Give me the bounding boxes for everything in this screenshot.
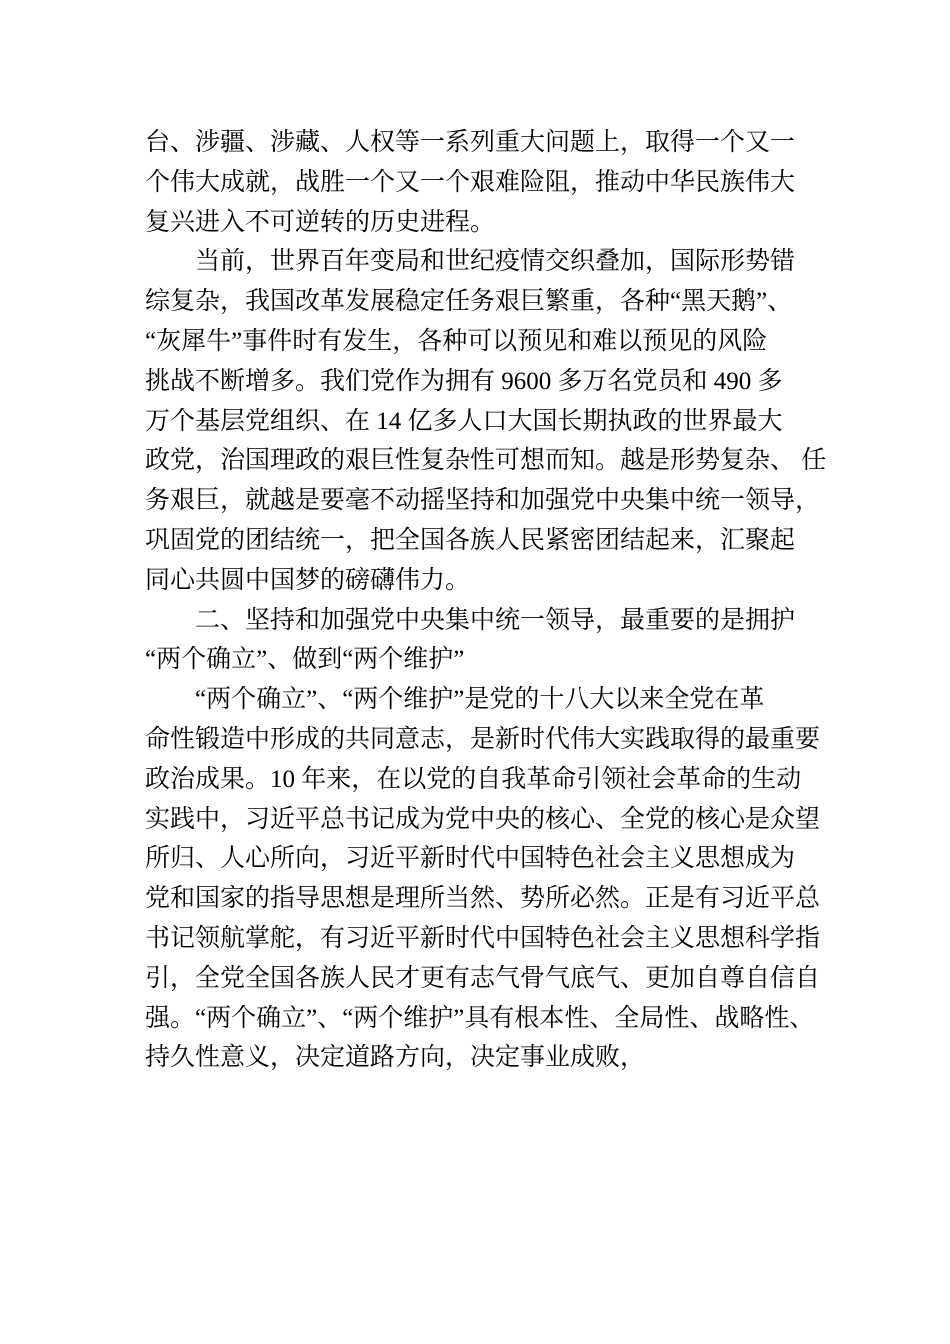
text-line: 复兴进入不可逆转的历史进程。 xyxy=(145,208,496,236)
text-line: 台、涉疆、涉藏、人权等一系列重大问题上，取得一个又一 xyxy=(145,129,796,156)
text-line: 同心共圆中国梦的磅礴伟力。 xyxy=(145,566,471,594)
text-line: 巩固党的团结统一，把全国各族人民紧密团结起来，汇聚起 xyxy=(145,527,796,554)
text-line: “两个确立”、做到“两个维护” xyxy=(145,646,465,674)
text-line: 挑战不断增多。我们党作为拥有 9600 多万名党员和 490 多 xyxy=(145,367,783,395)
text-line: 政治成果。10 年来，在以党的自我革命引领社会革命的生动 xyxy=(145,765,802,793)
text-line: 实践中，习近平总书记成为党中央的核心、全党的核心是众望 xyxy=(145,805,821,833)
paragraph-first-line: 当前，世界百年变局和世纪疫情交织叠加，国际形势错 xyxy=(195,248,796,276)
text-line: 持久性意义，决定道路方向，决定事业成败， xyxy=(145,1044,646,1072)
text-line: 务艰巨，就越是要毫不动摇坚持和加强党中央集中统一领导， xyxy=(145,487,821,515)
text-line: 引，全党全国各族人民才更有志气骨气底气、更加自尊自信自 xyxy=(145,964,821,992)
text-line: 政党，治国理政的艰巨性复杂性可想而知。越是形势复杂、 任 xyxy=(145,447,827,475)
text-line: 综复杂，我国改革发展稳定任务艰巨繁重，各种“黑天鹅”、 xyxy=(145,288,793,316)
text-line: 个伟大成就，战胜一个又一个艰难险阻，推动中华民族伟大 xyxy=(145,168,796,196)
paragraph-first-line: 二、坚持和加强党中央集中统一领导，最重要的是拥护 xyxy=(195,606,796,634)
text-line: 书记领航掌舵，有习近平新时代中国特色社会主义思想科学指 xyxy=(145,925,821,952)
text-line: 命性锻造中形成的共同意志，是新时代伟大实践取得的最重要 xyxy=(145,726,821,753)
text-line: “灰犀牛”事件时有发生，各种可以预见和难以预见的风险 xyxy=(145,328,768,355)
text-line: 万个基层党组织、在 14 亿多人口大国长期执政的世界最大 xyxy=(145,407,783,435)
paragraph-first-line: “两个确立”、“两个维护”是党的十八大以来全党在革 xyxy=(195,686,765,714)
text-line: 党和国家的指导思想是理所当然、势所必然。正是有习近平总 xyxy=(145,885,821,913)
text-line: 强。“两个确立”、“两个维护”具有根本性、全局性、战略性、 xyxy=(145,1004,815,1032)
text-line: 所归、人心所向，习近平新时代中国特色社会主义思想成为 xyxy=(145,845,796,873)
